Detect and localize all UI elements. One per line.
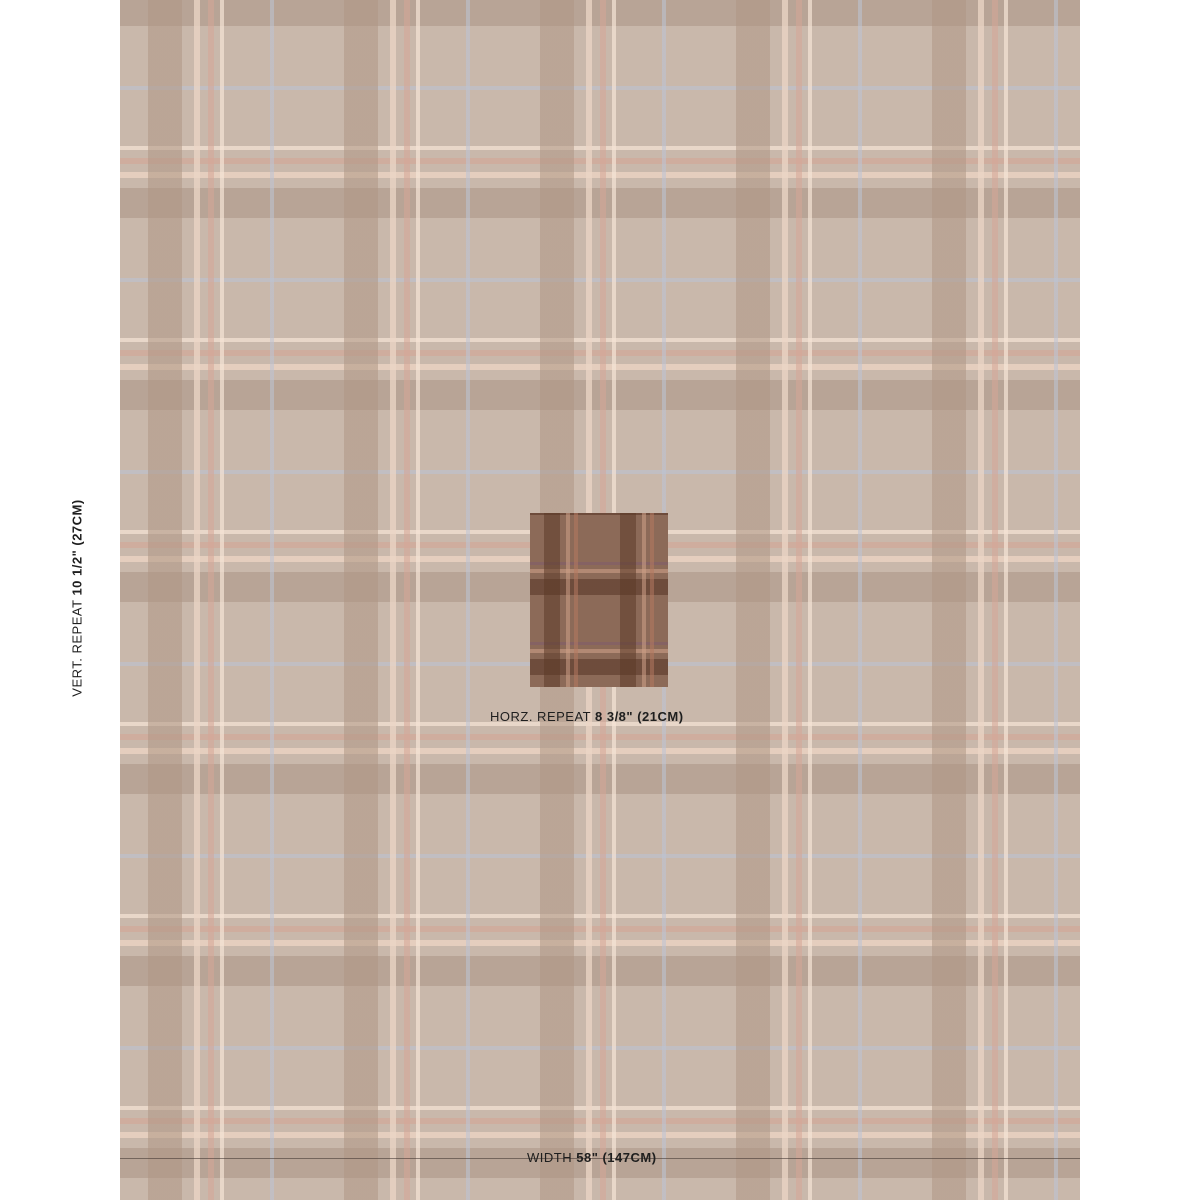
horizontal-repeat-value: 8 3/8" (21CM) [595, 709, 684, 724]
width-prefix: WIDTH [527, 1150, 573, 1165]
width-value: 58" (147CM) [576, 1150, 657, 1165]
horizontal-repeat-prefix: HORZ. REPEAT [490, 709, 591, 724]
horizontal-repeat-label [490, 709, 684, 724]
vertical-repeat-label [70, 499, 85, 696]
width-label [527, 1150, 657, 1165]
vertical-repeat-value: 10 1/2" (27CM) [69, 499, 85, 596]
vertical-repeat-prefix: VERT. REPEAT [69, 599, 85, 697]
repeat-swatch-image [530, 513, 668, 687]
